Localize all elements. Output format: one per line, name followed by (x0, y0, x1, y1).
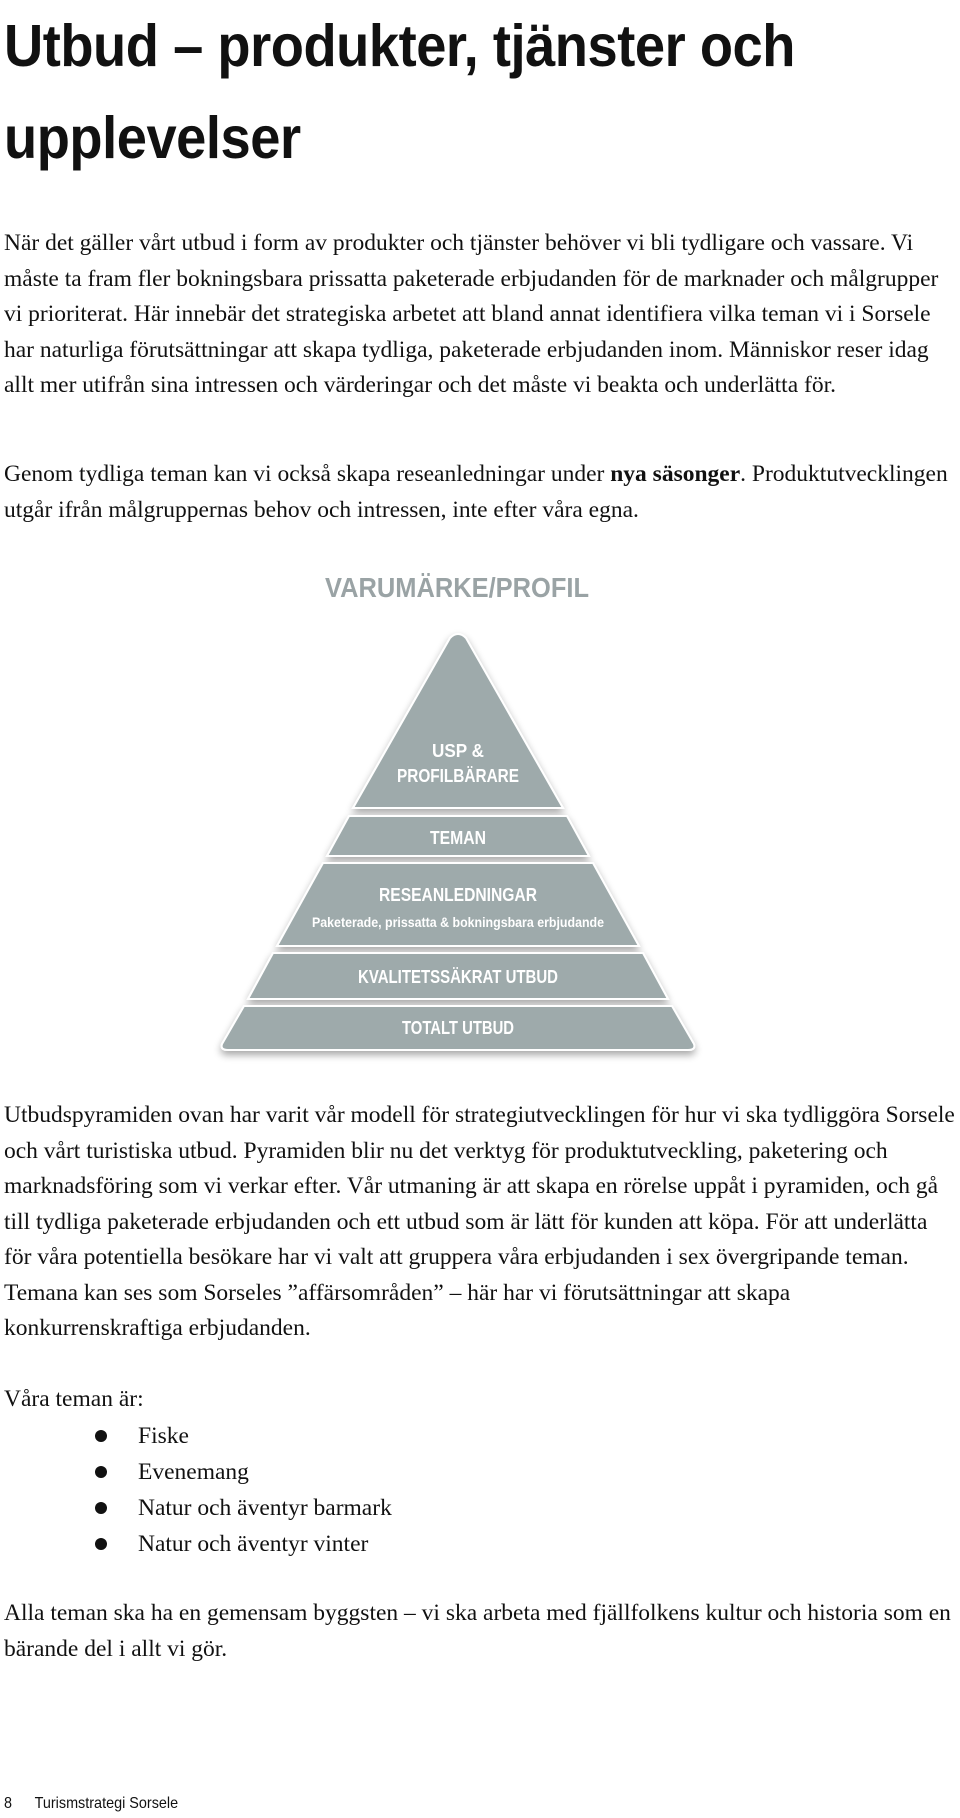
intro-paragraph: När det gäller vårt utbud i form av produkter och tjänster behöver vi bli tydligare och vassare. Vi måste ta fram fler bokningsbara prissatta paketerade erbjudanden för de marknader och målgrupper vi prioriterat. Här innebär det strategiska arbetet att bland annat identifiera vilka teman vi i Sorsele har naturliga förutsättningar att skapa tydliga, paketerade erbjudanden inom. Människor reser idag allt mer utifrån sina intressen och värderingar och det måste vi beakta och underlätta för. (4, 230, 939, 398)
page-number: 8 (4, 1795, 13, 1812)
theme-label: Natur och äventyr barmark (138, 1495, 392, 1521)
pyramid-heading: VARUMÄRKE/PROFIL (325, 572, 589, 603)
pyramid-label-usp: USP & (432, 741, 484, 761)
themes-intro: Våra teman är: (4, 1386, 144, 1412)
themes-paragraph-start: Genom tydliga teman kan vi också skapa reseanledningar under (4, 461, 611, 487)
closing-paragraph: Alla teman ska ha en gemensam byggsten – vi ska arbeta med fjällfolkens kultur och historia som en bärande del i allt vi gör. (4, 1600, 951, 1662)
offer-pyramid (200, 568, 720, 1068)
page-title: Utbud – produkter, tjänster och upplevelser (4, 13, 795, 171)
bullet-icon (95, 1430, 107, 1442)
theme-label: Evenemang (138, 1459, 249, 1485)
pyramid-label-totalt: TOTALT UTBUD (402, 1018, 514, 1038)
themes-list (90, 1418, 392, 1562)
themes-paragraph (4, 457, 956, 528)
pyramid-sublabel-reseanledningar: Paketerade, prissatta & bokningsbara erbjudande (312, 914, 605, 930)
offer-pyramid-figure (200, 568, 720, 1068)
list-item (90, 1454, 392, 1490)
pyramid-label-teman: TEMAN (430, 828, 486, 848)
pyramid-label-kvalitet: KVALITETSSÄKRAT UTBUD (358, 967, 558, 987)
bullet-icon (95, 1466, 107, 1478)
pyramid-explanation-paragraph: Utbudspyramiden ovan har varit vår modell för strategiutvecklingen för hur vi ska tydliggöra Sorsele och vårt turistiska utbud. Pyramiden blir nu det verktyg för produktutveckling, paketering och marknadsföring som vi verkar efter. Vår utmaning är att skapa en rörelse uppåt i pyramiden, och gå till tydliga paketerade erbjudanden och ett utbud som är lätt för kunden att köpa. För att underlätta för våra potentiella besökare har vi valt att gruppera våra erbjudanden i sex övergripande teman. Temana kan ses som Sorseles ”affärsområden” – här har vi förutsättningar att skapa konkurrenskraftiga erbjudanden. (4, 1102, 955, 1341)
list-item (90, 1490, 392, 1526)
theme-label: Fiske (138, 1423, 189, 1449)
list-item (90, 1526, 392, 1562)
pyramid-label-profilbarare: PROFILBÄRARE (397, 766, 519, 786)
list-item (90, 1418, 392, 1454)
new-seasons-emphasis: nya säsonger (610, 461, 741, 487)
bullet-icon (95, 1538, 107, 1550)
themes-paragraph-end: . Produktutvecklingen utgår ifrån målgruppernas behov och intressen, inte efter våra egna. (4, 461, 948, 523)
footer-doc-title: Turismstrategi Sorsele (34, 1795, 179, 1812)
bullet-icon (95, 1502, 107, 1514)
page-footer (4, 1794, 178, 1814)
pyramid-label-reseanledningar: RESEANLEDNINGAR (379, 885, 537, 905)
theme-label: Natur och äventyr vinter (138, 1531, 369, 1557)
